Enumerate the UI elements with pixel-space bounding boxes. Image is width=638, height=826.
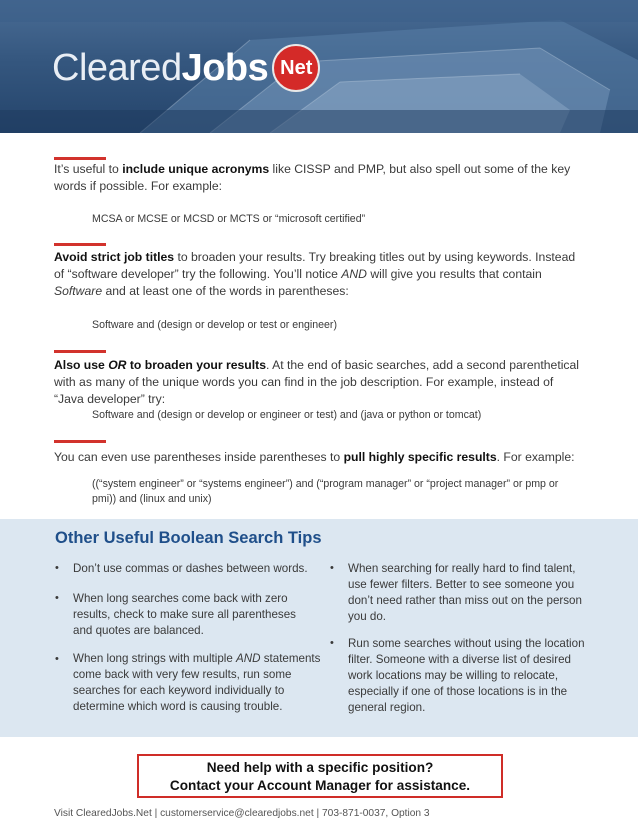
tip-job-titles-bold: Avoid strict job titles	[54, 250, 175, 264]
tip-job-titles: Avoid strict job titles to broaden your results. Try breaking titles out by using keywords. Instead of “software developer” try the following. You’ll notice AND will give you results that contain Software and at least one of the words in parentheses:	[54, 250, 576, 298]
section-divider	[54, 243, 106, 246]
tip-use-or-bold: Also use OR to broaden your results	[54, 358, 266, 372]
tip-item: Don’t use commas or dashes between words.	[73, 562, 308, 575]
example-nested-parentheses: ((“system engineer” or “systems engineer”) and (“program manager” or “project manager” or pmp or pmi)) and (linux and unix)	[92, 478, 559, 505]
tip-nested-parentheses: You can even use parentheses inside parentheses to pull highly specific results. For example:	[54, 450, 575, 464]
clearedjobs-logo	[52, 44, 320, 92]
tip-item: Run some searches without using the location filter. Someone with a diverse list of desired work locations may be willing to relocate, especially if one of those locations is in the general region.	[348, 637, 585, 714]
example-job-titles: Software and (design or develop or test or engineer)	[92, 319, 337, 331]
bullet-icon: •	[330, 562, 334, 574]
section-divider	[54, 440, 106, 443]
tip-item: When searching for really hard to find talent, use fewer filters. Better to see someone you don’t need rather than miss out on the person you do.	[348, 562, 582, 623]
cta-line-2: Contact your Account Manager for assistance.	[169, 778, 471, 793]
tip-nested-bold: pull highly specific results	[343, 450, 497, 464]
section-divider	[54, 157, 106, 160]
boolean-tips-title: Other Useful Boolean Search Tips	[55, 529, 322, 547]
example-use-or: Software and (design or develop or engineer or test) and (java or python or tomcat)	[92, 409, 482, 421]
example-acronyms: MCSA or MCSE or MCSD or MCTS or “microsoft certified”	[92, 213, 366, 225]
tip-item: When long strings with multiple AND statements come back with very few results, run some searches for each keyword individually to determine which word is causing trouble.	[73, 652, 321, 713]
section-divider	[54, 350, 106, 353]
logo-cleared-text: Cleared	[52, 47, 182, 89]
bullet-icon: •	[55, 653, 59, 665]
bullet-icon: •	[55, 592, 59, 604]
cta-line-1: Need help with a specific position?	[206, 760, 434, 775]
logo-net-badge: Net	[272, 44, 320, 92]
tip-acronyms-bold: include unique acronyms	[122, 162, 270, 176]
bullet-icon: •	[330, 637, 334, 649]
contact-account-manager-callout	[137, 754, 503, 798]
tip-use-or: Also use OR to broaden your results. At the end of basic searches, add a second parenthetical with as many of the unique words you can find in the job description. For example, instead of “Java developer” try:	[54, 358, 580, 406]
logo-jobs-text: Jobs	[181, 47, 269, 89]
tip-acronyms: It’s useful to include unique acronyms like CISSP and PMP, but also spell out some of the key words if possible. For example:	[54, 162, 571, 193]
header-banner	[0, 0, 638, 133]
footer-contact: Visit ClearedJobs.Net | customerservice@clearedjobs.net | 703-871-0037, Option 3	[54, 808, 430, 819]
bullet-icon: •	[55, 562, 59, 574]
tip-item: When long searches come back with zero results, check to make sure all parentheses and quotes are balanced.	[73, 592, 296, 637]
